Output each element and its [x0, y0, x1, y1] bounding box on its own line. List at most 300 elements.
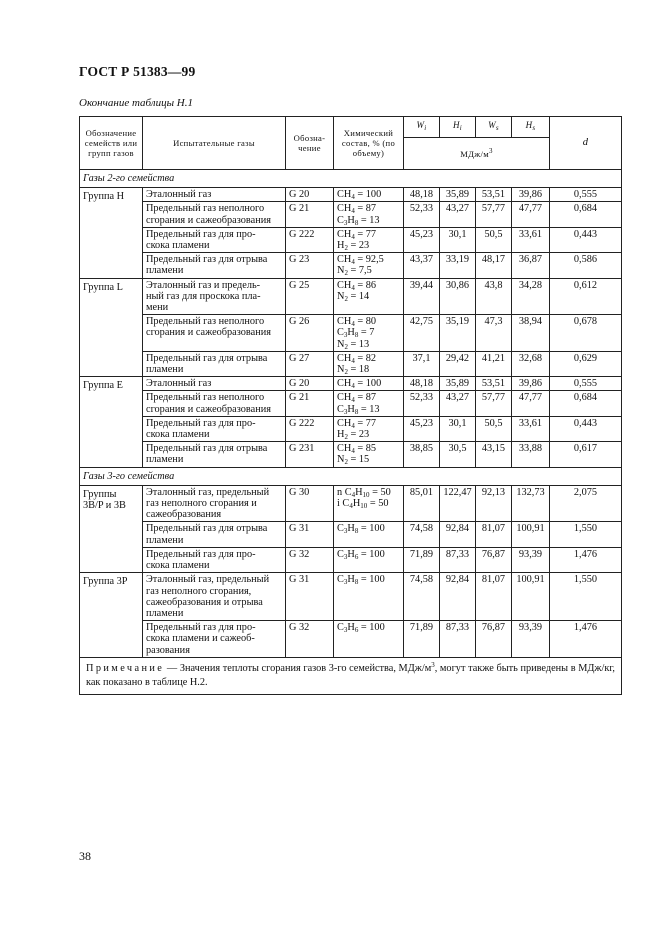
- formula-line: [337, 327, 400, 338]
- formula-line: [337, 364, 400, 375]
- ws-symbol: W: [488, 120, 496, 130]
- gas-name: [143, 278, 286, 315]
- gas-composition: [334, 351, 404, 376]
- gas-name: [143, 202, 286, 227]
- hi-subscript: i: [459, 124, 463, 132]
- gas-name-line: пламени: [146, 454, 184, 466]
- group-name-line: Группа H: [83, 191, 125, 203]
- gas-families-table: [79, 116, 622, 695]
- heat-lower: 29,42: [440, 351, 476, 376]
- wobbe-upper: 50,5: [476, 227, 512, 252]
- gas-name-line: Эталонный газ: [146, 378, 212, 390]
- wobbe-lower: 74,58: [404, 522, 440, 547]
- formula-line: [337, 280, 400, 291]
- formula-line: [337, 418, 400, 429]
- gas-code: G 21: [286, 202, 334, 227]
- heat-lower: 30,1: [440, 416, 476, 441]
- group-name-line: Группа E: [83, 380, 123, 392]
- formula-text: = 86: [354, 279, 377, 291]
- formula-subscript: 4: [351, 356, 355, 365]
- gas-name-line: пламени: [146, 534, 184, 546]
- gas-name-line: газ неполного сгорания,: [146, 585, 252, 597]
- relative-density: 1,476: [550, 547, 622, 572]
- gas-name: [143, 621, 286, 658]
- gas-composition: [334, 278, 404, 315]
- formula-text: N: [337, 290, 345, 302]
- formula-line: [337, 189, 400, 200]
- gas-name-line: Предельный газ для отрыва: [146, 523, 268, 535]
- formula-line: [337, 523, 400, 534]
- relative-density: 0,678: [550, 315, 622, 352]
- page-number: 38: [79, 849, 91, 863]
- wobbe-lower: 37,1: [404, 351, 440, 376]
- heat-upper: 93,39: [512, 547, 550, 572]
- section-title: Газы 2-го семейства: [80, 170, 622, 188]
- gas-code: G 21: [286, 391, 334, 416]
- formula-text: = 92,5: [354, 254, 384, 266]
- formula-line: [337, 454, 400, 465]
- heat-upper: 32,68: [512, 351, 550, 376]
- formula-subscript: 4: [351, 320, 355, 329]
- formula-subscript: 3: [343, 218, 348, 227]
- gas-name-line: скока пламени: [146, 429, 210, 441]
- formula-text: CH: [337, 378, 352, 390]
- wobbe-lower: 45,23: [404, 227, 440, 252]
- heat-upper: 39,86: [512, 377, 550, 391]
- formula-subscript: 8: [354, 331, 359, 340]
- section-title: Газы 3-го семейства: [80, 467, 622, 485]
- gas-composition: [334, 621, 404, 658]
- formula-line: [337, 203, 400, 214]
- wi-symbol: W: [416, 120, 425, 130]
- formula-text: CH: [337, 443, 352, 455]
- formula-line: [337, 549, 400, 560]
- section-row: [80, 467, 622, 485]
- formula-text: N: [337, 454, 345, 466]
- gas-composition: [334, 442, 404, 467]
- formula-text: = 87: [354, 203, 377, 215]
- heat-upper: 100,91: [512, 522, 550, 547]
- col-hi-header: [440, 117, 476, 138]
- formula-text: = 50: [367, 498, 389, 510]
- gas-name-line: сгорания и сажеобразования: [146, 327, 271, 339]
- heat-upper: 38,94: [512, 315, 550, 352]
- formula-line: [337, 498, 400, 509]
- gas-name-line: Предельный газ для про-: [146, 417, 256, 429]
- formula-line: [337, 240, 400, 251]
- heat-upper: 34,28: [512, 278, 550, 315]
- formula-subscript: 3: [343, 552, 348, 561]
- gas-name: [143, 315, 286, 352]
- formula-text: = 100: [358, 523, 385, 535]
- group-name-line: 3B/P и 3B: [83, 500, 126, 512]
- wobbe-upper: 43,8: [476, 278, 512, 315]
- group-name-line: Группы: [83, 488, 117, 500]
- wobbe-upper: 43,15: [476, 442, 512, 467]
- heat-upper: 132,73: [512, 485, 550, 522]
- wobbe-lower: 39,44: [404, 278, 440, 315]
- gas-code: G 31: [286, 522, 334, 547]
- gas-code: G 27: [286, 351, 334, 376]
- heat-upper: 33,61: [512, 416, 550, 441]
- formula-text: CH: [337, 316, 352, 328]
- gas-name: [143, 351, 286, 376]
- table-row: [80, 227, 622, 252]
- formula-subscript: 4: [351, 421, 355, 430]
- table-row: [80, 351, 622, 376]
- formula-line: [337, 254, 400, 265]
- heat-upper: 39,86: [512, 188, 550, 202]
- heat-upper: 33,88: [512, 442, 550, 467]
- table-body: [80, 170, 622, 658]
- formula-subscript: 8: [354, 407, 359, 416]
- heat-lower: 30,5: [440, 442, 476, 467]
- gas-name-line: скока пламени: [146, 560, 210, 572]
- col-family-header: Обозначение семейств или групп газов: [80, 117, 143, 170]
- heat-lower: 87,33: [440, 621, 476, 658]
- gas-name-line: Предельный газ для отрыва: [146, 352, 268, 364]
- gas-composition: [334, 188, 404, 202]
- formula-text: n C: [337, 486, 352, 498]
- note-superscript: 3: [431, 660, 435, 669]
- gas-composition: [334, 416, 404, 441]
- formula-subscript: 3: [343, 578, 348, 587]
- formula-text: C: [337, 523, 344, 535]
- formula-subscript: 4: [351, 207, 355, 216]
- formula-text: = 77: [354, 228, 377, 240]
- heat-lower: 92,84: [440, 522, 476, 547]
- formula-text: CH: [337, 279, 352, 291]
- formula-text: N: [337, 364, 345, 376]
- wobbe-lower: 48,18: [404, 377, 440, 391]
- formula-text: H: [347, 327, 355, 339]
- gas-name: [143, 485, 286, 522]
- table-row: [80, 621, 622, 658]
- formula-text: = 77: [354, 417, 377, 429]
- gas-code: G 30: [286, 485, 334, 522]
- group-name-line: Группа L: [83, 281, 123, 293]
- wobbe-lower: 45,23: [404, 416, 440, 441]
- formula-text: = 13: [347, 338, 370, 350]
- gas-code: G 222: [286, 227, 334, 252]
- gas-composition: [334, 522, 404, 547]
- formula-text: CH: [337, 203, 352, 215]
- wobbe-upper: 50,5: [476, 416, 512, 441]
- formula-line: [337, 443, 400, 454]
- formula-line: [337, 339, 400, 350]
- formula-line: [337, 229, 400, 240]
- gas-composition: [334, 485, 404, 522]
- table-row: [80, 315, 622, 352]
- wobbe-lower: 52,33: [404, 391, 440, 416]
- formula-text: = 82: [354, 352, 377, 364]
- formula-subscript: 4: [351, 382, 355, 391]
- formula-text: CH: [337, 392, 352, 404]
- gas-composition: [334, 377, 404, 391]
- formula-subscript: 2: [344, 269, 348, 278]
- group-name: [80, 573, 143, 657]
- relative-density: 0,684: [550, 391, 622, 416]
- formula-text: N: [337, 265, 345, 277]
- formula-subscript: 4: [351, 283, 355, 292]
- gas-name-line: мени: [146, 302, 169, 314]
- wobbe-upper: 92,13: [476, 485, 512, 522]
- hs-symbol: H: [525, 120, 533, 130]
- gas-name-line: разования: [146, 644, 190, 656]
- table-row: [80, 278, 622, 315]
- gas-composition: [334, 315, 404, 352]
- gas-name-line: Предельный газ для про-: [146, 548, 256, 560]
- formula-subscript: 4: [351, 232, 355, 241]
- formula-text: C: [337, 214, 344, 226]
- wobbe-lower: 38,85: [404, 442, 440, 467]
- wobbe-upper: 47,3: [476, 315, 512, 352]
- wi-subscript: i: [424, 124, 427, 132]
- heat-upper: 47,77: [512, 391, 550, 416]
- wobbe-upper: 81,07: [476, 573, 512, 621]
- formula-text: H: [347, 214, 355, 226]
- formula-text: H: [347, 574, 355, 586]
- formula-text: C: [337, 327, 344, 339]
- formula-text: C: [337, 548, 344, 560]
- gas-name-line: Предельный газ неполного: [146, 203, 265, 215]
- gas-code: G 32: [286, 621, 334, 658]
- relative-density: 0,612: [550, 278, 622, 315]
- gas-name-line: скока пламени и сажеоб-: [146, 633, 255, 645]
- formula-text: = 100: [358, 548, 385, 560]
- heat-upper: 36,87: [512, 253, 550, 278]
- wobbe-upper: 48,17: [476, 253, 512, 278]
- relative-density: 0,684: [550, 202, 622, 227]
- document-id: ГОСТ Р 51383—99: [79, 64, 196, 79]
- unit-label: МДж/м: [460, 148, 489, 159]
- wobbe-upper: 76,87: [476, 621, 512, 658]
- gas-code: G 32: [286, 547, 334, 572]
- formula-text: CH: [337, 254, 352, 266]
- formula-text: CH: [337, 189, 352, 201]
- formula-subscript: 2: [344, 244, 348, 253]
- relative-density: 0,586: [550, 253, 622, 278]
- col-ws-header: [476, 117, 512, 138]
- group-name: [80, 377, 143, 467]
- heat-upper: 93,39: [512, 621, 550, 658]
- formula-text: = 15: [347, 454, 370, 466]
- units-header: [404, 138, 550, 170]
- formula-text: C: [337, 403, 344, 415]
- wobbe-lower: 52,33: [404, 202, 440, 227]
- formula-text: C: [337, 574, 344, 586]
- formula-text: H: [352, 498, 361, 510]
- table-row: [80, 188, 622, 202]
- table-row: [80, 442, 622, 467]
- formula-subscript: 10: [360, 502, 368, 511]
- group-name: [80, 188, 143, 278]
- gas-name-line: Предельный газ неполного: [146, 392, 265, 404]
- formula-subscript: 4: [349, 502, 353, 511]
- formula-text: H: [337, 429, 345, 441]
- gas-code: G 20: [286, 377, 334, 391]
- relative-density: 0,443: [550, 416, 622, 441]
- gas-name-line: сажеобразования и отрыва: [146, 596, 263, 608]
- gas-name: [143, 253, 286, 278]
- formula-text: = 23: [347, 240, 370, 252]
- table-row: [80, 377, 622, 391]
- formula-line: [337, 353, 400, 364]
- gas-name-line: пламени: [146, 607, 184, 619]
- col-hs-header: [512, 117, 550, 138]
- formula-line: [337, 215, 400, 226]
- formula-subscript: 4: [351, 490, 356, 499]
- formula-text: H: [347, 523, 355, 535]
- note-label: Примечание: [86, 662, 165, 674]
- formula-line: [337, 574, 400, 585]
- formula-subscript: 6: [354, 552, 359, 561]
- formula-text: = 100: [358, 574, 385, 586]
- gas-name: [143, 573, 286, 621]
- formula-line: [337, 404, 400, 415]
- formula-text: = 18: [347, 364, 370, 376]
- gas-code: G 23: [286, 253, 334, 278]
- table-header: [80, 117, 622, 170]
- formula-subscript: 4: [351, 447, 355, 456]
- group-name: [80, 485, 143, 572]
- gas-code: G 31: [286, 573, 334, 621]
- formula-line: [337, 378, 400, 389]
- formula-text: N: [337, 338, 345, 350]
- gas-name: [143, 391, 286, 416]
- relative-density: 1,550: [550, 522, 622, 547]
- formula-subscript: 3: [343, 527, 348, 536]
- gas-name: [143, 416, 286, 441]
- heat-lower: 35,89: [440, 377, 476, 391]
- col-code-header: Обозна-чение: [286, 117, 334, 170]
- col-wi-header: [404, 117, 440, 138]
- formula-text: CH: [337, 228, 352, 240]
- gas-composition: [334, 547, 404, 572]
- formula-subscript: 4: [351, 258, 355, 267]
- formula-line: [337, 622, 400, 633]
- gas-name: [143, 227, 286, 252]
- formula-text: = 100: [358, 622, 385, 634]
- formula-subscript: 2: [344, 342, 348, 351]
- relative-density: 0,629: [550, 351, 622, 376]
- table-footer: [80, 657, 622, 694]
- relative-density: 0,443: [550, 227, 622, 252]
- gas-composition: [334, 253, 404, 278]
- gas-name-line: газ неполного сгорания и: [146, 498, 257, 510]
- heat-lower: 87,33: [440, 547, 476, 572]
- gas-name-line: Эталонный газ и предель-: [146, 279, 261, 291]
- col-gases-header: Испытательные газы: [143, 117, 286, 170]
- formula-text: = 85: [354, 443, 377, 455]
- group-name: [80, 278, 143, 377]
- formula-text: = 23: [347, 429, 370, 441]
- gas-name-line: сгорания и сажеобразования: [146, 403, 271, 415]
- heat-lower: 35,19: [440, 315, 476, 352]
- table-row: [80, 391, 622, 416]
- table-caption: Окончание таблицы Н.1: [79, 97, 193, 109]
- wobbe-upper: 81,07: [476, 522, 512, 547]
- table-row: [80, 416, 622, 441]
- group-name-line: Группа 3P: [83, 576, 128, 588]
- gas-code: G 26: [286, 315, 334, 352]
- gas-code: G 20: [286, 188, 334, 202]
- gas-name: [143, 188, 286, 202]
- gas-composition: [334, 573, 404, 621]
- gas-composition: [334, 202, 404, 227]
- gas-name: [143, 547, 286, 572]
- formula-text: H: [355, 486, 363, 498]
- formula-subscript: 2: [344, 368, 348, 377]
- formula-text: = 87: [354, 392, 377, 404]
- wobbe-lower: 42,75: [404, 315, 440, 352]
- unit-superscript: 3: [488, 146, 493, 155]
- formula-subscript: 3: [343, 407, 348, 416]
- relative-density: 1,550: [550, 573, 622, 621]
- gas-composition: [334, 391, 404, 416]
- gas-code: G 25: [286, 278, 334, 315]
- table-note: [80, 657, 622, 694]
- gas-code: G 222: [286, 416, 334, 441]
- formula-text: CH: [337, 352, 352, 364]
- table-row: [80, 522, 622, 547]
- formula-text: C: [337, 622, 344, 634]
- formula-line: [337, 265, 400, 276]
- hs-subscript: s: [532, 124, 536, 132]
- formula-subscript: 2: [344, 433, 348, 442]
- gas-name-line: Предельный газ неполного: [146, 316, 265, 328]
- col-composition-header: Химический состав, % (по объему): [334, 117, 404, 170]
- relative-density: 0,555: [550, 188, 622, 202]
- heat-lower: 30,1: [440, 227, 476, 252]
- gas-name: [143, 442, 286, 467]
- formula-line: [337, 291, 400, 302]
- gas-name-line: Предельный газ для отрыва: [146, 254, 268, 266]
- wobbe-lower: 74,58: [404, 573, 440, 621]
- heat-upper: 47,77: [512, 202, 550, 227]
- gas-name-line: Эталонный газ: [146, 189, 212, 201]
- heat-lower: 30,86: [440, 278, 476, 315]
- heat-lower: 35,89: [440, 188, 476, 202]
- formula-text: = 100: [354, 189, 382, 201]
- formula-subscript: 3: [343, 331, 348, 340]
- table-row: [80, 485, 622, 522]
- heat-lower: 33,19: [440, 253, 476, 278]
- ws-subscript: s: [495, 124, 499, 132]
- gas-name-line: пламени: [146, 364, 184, 376]
- formula-text: = 13: [358, 403, 380, 415]
- formula-subscript: 3: [343, 626, 348, 635]
- formula-text: H: [347, 548, 355, 560]
- hi-symbol: H: [452, 120, 460, 130]
- formula-text: = 13: [358, 214, 380, 226]
- formula-text: H: [337, 240, 345, 252]
- col-d-header: d: [550, 117, 622, 170]
- relative-density: 1,476: [550, 621, 622, 658]
- gas-name-line: Предельный газ для отрыва: [146, 443, 268, 455]
- relative-density: 2,075: [550, 485, 622, 522]
- gas-name-line: Эталонный газ, предельный: [146, 486, 270, 498]
- formula-line: [337, 392, 400, 403]
- gas-name: [143, 377, 286, 391]
- gas-name: [143, 522, 286, 547]
- heat-lower: 92,84: [440, 573, 476, 621]
- wobbe-upper: 57,77: [476, 391, 512, 416]
- table-row: [80, 547, 622, 572]
- heat-lower: 122,47: [440, 485, 476, 522]
- formula-subscript: 2: [344, 458, 348, 467]
- relative-density: 0,617: [550, 442, 622, 467]
